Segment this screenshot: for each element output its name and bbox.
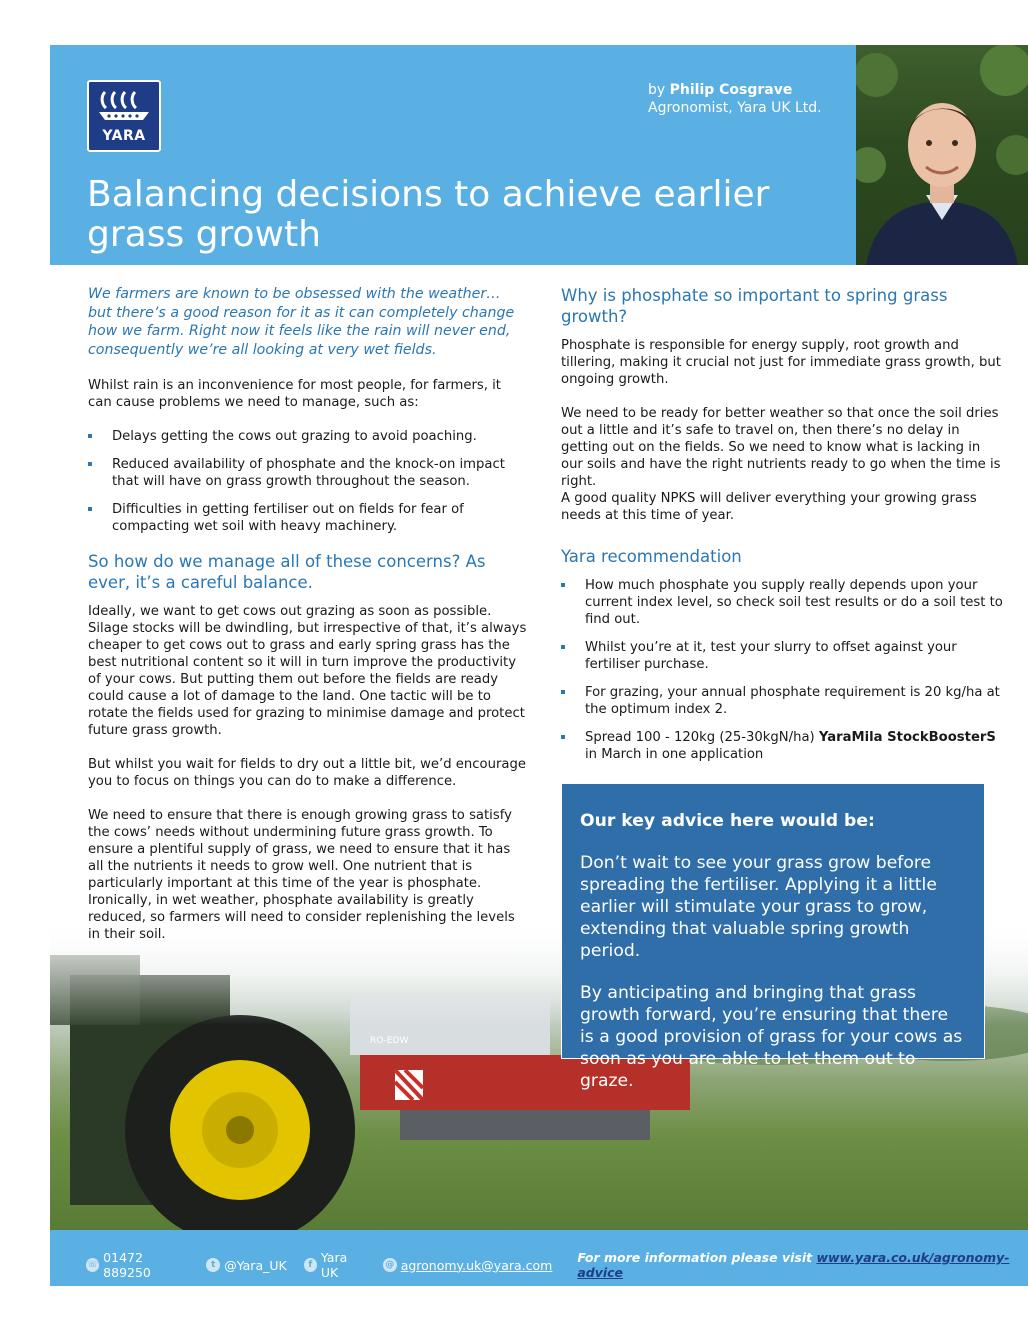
section-heading-balance: So how do we manage all of these concerns? As ever, it’s a careful balance. (88, 552, 486, 592)
facebook-contact[interactable] (304, 1250, 366, 1280)
article-title: Balancing decisions to achieve earlier grass growth (87, 174, 770, 255)
left-paragraph-3: But whilst you wait for fields to dry out a little bit, we’d encourage you to focus on things you can do to make a difference. (88, 757, 526, 789)
facebook-icon: f (304, 1258, 317, 1272)
author-role: Agronomist, Yara UK Ltd. (648, 100, 822, 116)
more-info (577, 1250, 1028, 1280)
left-column (88, 285, 528, 960)
left-paragraph-4: We need to ensure that there is enough growing grass to satisfy the cows’ needs without undermining future grass growth. To ensure a plentiful supply of grass, we need to ensure that it has all the nutrients it needs to grow well. One nutrient that is particularly important at this time of the year is phosphate. Ironically, in wet weather, phosphate availability is greatly reduced, so farmers will need to consider replenishing the levels in their soil. (88, 808, 515, 942)
byline-prefix: by (648, 82, 666, 98)
right-paragraph-2 (561, 405, 1005, 524)
right-paragraph-1: Phosphate is responsible for energy supply, root growth and tillering, making it crucial not just for immediate grass growth, but ongoing growth. (561, 338, 1001, 387)
viking-ship-icon (97, 88, 151, 124)
advice-heading: Our key advice here would be: (580, 811, 875, 831)
email-link[interactable]: agronomy.uk@yara.com (400, 1257, 553, 1273)
spread-timing-text: in March in one application (585, 747, 764, 762)
email-contact[interactable] (383, 1258, 553, 1273)
twitter-handle[interactable]: @Yara_UK (224, 1257, 287, 1273)
phone-icon: ☏ (86, 1260, 99, 1270)
twitter-contact[interactable] (206, 1258, 286, 1273)
key-advice-box (561, 783, 985, 1091)
product-name: YaraMila StockBoosterS (818, 730, 996, 745)
advice-paragraph-2: By anticipating and bringing that grass growth forward, you’re ensuring that there is a good provision of grass for your cows as soon as you are able to let them out to graze. (580, 983, 963, 1091)
right-paragraph-2a: We need to be ready for better weather so that once the soil dries out a little and it’s safe to travel on, then there’s no delay in getting out on the fields. So we need to know what is lacking in our soils and have the right nutrients ready to go when the time is right. (561, 406, 1001, 489)
list-item: Reduced availability of phosphate and the knock-on impact that will have on grass growth throughout the season. (88, 456, 528, 490)
article-header (50, 45, 1028, 265)
yara-logo (87, 80, 161, 152)
section-heading-phosphate: Why is phosphate so important to spring grass growth? (561, 286, 948, 326)
author-name: Philip Cosgrave (669, 82, 793, 98)
byline (648, 81, 822, 117)
problems-list (88, 428, 528, 535)
list-item: Delays getting the cows out grazing to avoid poaching. (88, 428, 528, 445)
advice-paragraph-1: Don’t wait to see your grass grow before spreading the fertiliser. Applying it a little earlier will stimulate your grass to grow, extending that valuable spring growth period. (580, 853, 937, 961)
footer-contacts (86, 1250, 1028, 1280)
left-paragraph-1: Whilst rain is an inconvenience for most people, for farmers, it can cause problems we need to manage, such as: (88, 378, 501, 410)
phone-contact (86, 1250, 189, 1280)
twitter-icon: t (206, 1258, 220, 1272)
right-paragraph-2b: A good quality NPKS will deliver everything your growing grass needs at this time of year. (561, 491, 977, 523)
logo-wordmark: YARA (102, 128, 146, 144)
intro-text: We farmers are known to be obsessed with the weather… but there’s a good reason for it as it can completely change how we farm. Right now it feels like the rain will never end, consequently we’re all looking at very wet fields. (88, 286, 515, 358)
spread-rate-text: Spread 100 - 120kg (25-30kgN/ha) (585, 730, 819, 745)
contact-footer (50, 1230, 1028, 1286)
left-paragraph-2: Ideally, we want to get cows out grazing as soon as possible. Silage stocks will be dwindling, but irrespective of that, it’s always cheaper to get cows out to grass and early spring grass has the best nutritional content so it will in turn improve the productivity of your cows. But putting them out before the fields are ready could cause a lot of damage to the land. One tactic will be to rotate the fields used for grazing to minimise damage and protect future grass growth. (88, 604, 527, 738)
list-item: How much phosphate you supply really depends upon your current index level, so check soil test results or do a soil test to find out. (561, 577, 1005, 628)
list-item: For grazing, your annual phosphate requirement is 20 kg/ha at the optimum index 2. (561, 684, 1005, 718)
list-item: Difficulties in getting fertiliser out on fields for fear of compacting wet soil with heavy machinery. (88, 501, 528, 535)
section-heading-recommendation: Yara recommendation (561, 547, 742, 566)
list-item (561, 729, 1005, 763)
website-link[interactable]: www.yara.co.uk/agronomy-advice (577, 1250, 1010, 1280)
author-portrait (856, 45, 1028, 265)
email-icon: @ (383, 1258, 397, 1272)
recommendation-list (561, 577, 1005, 763)
list-item: Whilst you’re at it, test your slurry to offset against your fertiliser purchase. (561, 639, 1005, 673)
right-column (561, 285, 1005, 779)
more-info-text: For more information please visit (577, 1250, 817, 1265)
facebook-name[interactable]: Yara UK (320, 1250, 348, 1280)
phone-number: 01472 889250 (103, 1250, 151, 1280)
